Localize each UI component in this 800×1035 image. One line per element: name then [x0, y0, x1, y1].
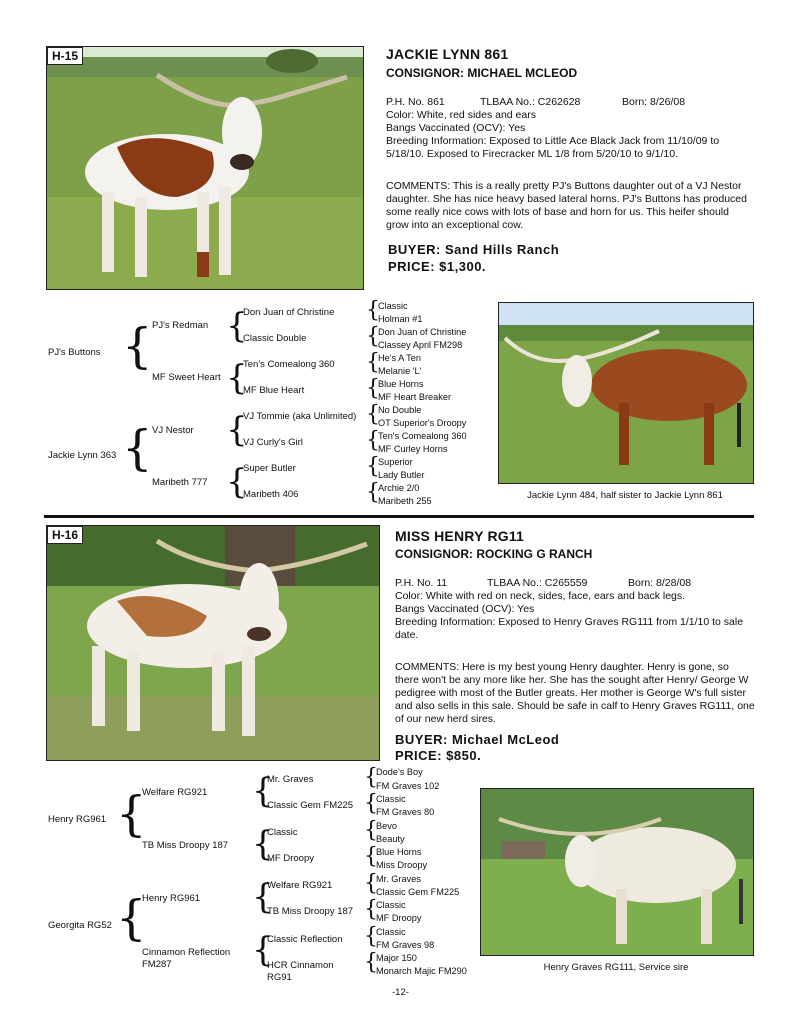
- curly-brace-icon: {: [364, 818, 378, 843]
- lot-name: JACKIE LYNN 861: [386, 46, 509, 62]
- pedigree-gen4: Bevo: [376, 821, 397, 831]
- curly-brace-icon: {: [116, 786, 147, 842]
- pedigree-gen4: MF Droopy: [376, 913, 422, 923]
- price: PRICE: $850.: [395, 748, 482, 763]
- pedigree-gen4: MF Heart Breaker: [378, 392, 452, 402]
- color-info: Color: White, red sides and ears: [386, 109, 536, 121]
- longhorn-cow-photo-icon: [47, 526, 379, 760]
- pedigree-gen2: MF Sweet Heart: [152, 372, 221, 383]
- pedigree-gen2: VJ Nestor: [152, 425, 194, 436]
- pedigree-gen4: He's A Ten: [378, 353, 421, 363]
- lot-label: H-16: [47, 526, 83, 544]
- pedigree-gen4: Monarch Majic FM290: [376, 966, 467, 976]
- pedigree-gen2: Cinnamon Reflection FM287: [142, 947, 231, 970]
- curly-brace-icon: {: [252, 771, 274, 811]
- pedigree-gen3: MF Droopy: [267, 853, 314, 864]
- curly-brace-icon: {: [364, 765, 378, 790]
- pedigree-gen3: VJ Curly's Girl: [243, 437, 303, 448]
- pedigree-gen2: Maribeth 777: [152, 477, 208, 488]
- pedigree-gen2: Henry RG961: [142, 893, 201, 904]
- lot-label: H-15: [47, 47, 83, 65]
- pedigree-gen3: Welfare RG921: [267, 880, 333, 891]
- curly-brace-icon: {: [252, 824, 274, 864]
- longhorn-cow-photo-icon: [47, 47, 363, 289]
- pedigree-gen2: PJ's Redman: [152, 320, 209, 331]
- buyer: BUYER: Sand Hills Ranch: [388, 242, 560, 257]
- pedigree-gen3: Ten's Comealong 360: [243, 359, 335, 370]
- tlbaa-no: TLBAA No.: C262628: [480, 96, 581, 108]
- page-number: -12-: [392, 987, 409, 998]
- pedigree-gen4: Classic: [378, 301, 408, 311]
- breeding-info: Breeding Information: Exposed to Little Ace Black Jack from 11/10/09 to 5/18/10. Exposed to Firecracker ML 1/8 from 5/20/10 to 9/1/10.: [386, 135, 720, 160]
- pedigree-gen4: FM Graves 102: [376, 781, 440, 791]
- pedigree-gen4: Classic: [376, 900, 406, 910]
- longhorn-cow-photo-icon: [481, 789, 753, 955]
- consignor: CONSIGNOR: ROCKING G RANCH: [395, 547, 593, 561]
- service-sire-caption: Henry Graves RG111, Service sire: [543, 962, 689, 973]
- pedigree-gen3: VJ Tommie (aka Unlimited): [243, 411, 357, 422]
- pedigree-gen3: Classic: [267, 827, 298, 838]
- comments: COMMENTS: Here is my best young Henry daughter. Henry is gone, so there won't be any more like her. She has the sought after Henry/ George W pedigree with most of the Butler greats. Her mother is George W's full sister and also sells in this sale. Should be safe in calf to Henry Graves RG111, one of our new herd sires.: [395, 661, 755, 725]
- pedigree-gen4: MF Curley Horns: [378, 444, 448, 454]
- curly-brace-icon: {: [366, 480, 380, 505]
- curly-brace-icon: {: [364, 924, 378, 949]
- pedigree-gen2: TB Miss Droopy 187: [142, 840, 229, 851]
- pedigree-gen4: Mr. Graves: [376, 874, 421, 884]
- pedigree-gen4: Blue Horns: [376, 847, 422, 857]
- curly-brace-icon: {: [364, 950, 378, 975]
- pedigree-gen3: Mr. Graves: [267, 774, 314, 785]
- pedigree-gen4: Classic Gem FM225: [376, 887, 460, 897]
- pedigree-gen3: Classic Gem FM225: [267, 800, 354, 811]
- curly-brace-icon: {: [252, 877, 274, 917]
- pedigree-gen4: Blue Horns: [378, 379, 424, 389]
- pedigree-dam: Georgita RG52: [48, 920, 112, 931]
- curly-brace-icon: {: [366, 376, 380, 401]
- pedigree-gen4: Ten's Comealong 360: [378, 431, 467, 441]
- half-sister-caption: Jackie Lynn 484, half sister to Jackie Lynn 861: [527, 490, 723, 501]
- longhorn-cow-photo-icon: [499, 303, 753, 483]
- pedigree-gen4: Dode's Boy: [376, 767, 423, 777]
- breeding-info: Breeding Information: Exposed to Henry Graves RG111 from 1/1/10 to sale date.: [395, 616, 744, 641]
- curly-brace-icon: {: [366, 298, 380, 323]
- pedigree-gen4: Major 150: [376, 953, 417, 963]
- pedigree-gen4: Lady Butler: [378, 470, 425, 480]
- curly-brace-icon: {: [366, 454, 380, 479]
- pedigree-gen2: Welfare RG921: [142, 787, 208, 798]
- pedigree-gen4: Classic: [376, 794, 406, 804]
- curly-brace-icon: {: [366, 428, 380, 453]
- color-info: Color: White with red on neck, sides, face, ears and back legs.: [395, 590, 686, 602]
- pedigree-gen3: Don Juan of Christine: [243, 307, 335, 318]
- pedigree-gen4: No Double: [378, 405, 422, 415]
- buyer: BUYER: Michael McLeod: [395, 732, 560, 747]
- service-sire-photo: [480, 788, 754, 956]
- pedigree-gen4: Holman #1: [378, 314, 423, 324]
- bangs-info: Bangs Vaccinated (OCV): Yes: [395, 603, 535, 615]
- born-date: Born: 8/26/08: [622, 96, 686, 108]
- curly-brace-icon: {: [366, 350, 380, 375]
- pedigree-gen4: Classic: [376, 927, 406, 937]
- pedigree-gen3: Classic Double: [243, 333, 307, 344]
- half-sister-photo: [498, 302, 754, 484]
- section-divider: [44, 515, 754, 518]
- pedigree-gen3: Super Butler: [243, 463, 296, 474]
- comments: COMMENTS: This is a really pretty PJ's Buttons daughter out of a VJ Nestor daughter. She has nice heavy based lateral horns. PJ's Buttons has produced some really nice cows with lots of base and horn for us. This heifer should grow into an exceptional cow.: [386, 180, 747, 231]
- ph-no: P.H. No. 11: [395, 577, 448, 589]
- pedigree-gen4: OT Superior's Droopy: [378, 418, 467, 428]
- curly-brace-icon: {: [366, 402, 380, 427]
- pedigree-gen4: Superior: [378, 457, 413, 467]
- curly-brace-icon: {: [226, 462, 248, 502]
- pedigree-gen4: Beauty: [376, 834, 405, 844]
- curly-brace-icon: {: [364, 844, 378, 869]
- pedigree-gen3: Maribeth 406: [243, 489, 299, 500]
- pedigree-gen3: HCR Cinnamon RG91: [267, 960, 334, 983]
- curly-brace-icon: {: [364, 871, 378, 896]
- curly-brace-icon: {: [226, 358, 248, 398]
- price: PRICE: $1,300.: [388, 259, 487, 274]
- curly-brace-icon: {: [364, 897, 378, 922]
- lot-photo-h16: [46, 525, 380, 761]
- lot-name: MISS HENRY RG11: [395, 528, 525, 544]
- pedigree-gen3: TB Miss Droopy 187: [267, 906, 354, 917]
- consignor: CONSIGNOR: MICHAEL MCLEOD: [386, 66, 578, 80]
- born-date: Born: 8/28/08: [628, 577, 692, 589]
- pedigree-gen4: FM Graves 80: [376, 807, 435, 817]
- curly-brace-icon: {: [116, 890, 147, 946]
- pedigree-gen4: FM Graves 98: [376, 940, 435, 950]
- pedigree-sire: Henry RG961: [48, 814, 107, 825]
- curly-brace-icon: {: [226, 306, 248, 346]
- pedigree-gen4: Don Juan of Christine: [378, 327, 467, 337]
- lot-photo-h15: [46, 46, 364, 290]
- pedigree-sire: PJ's Buttons: [48, 347, 101, 358]
- pedigree-gen3: Classic Reflection: [267, 934, 343, 945]
- pedigree-gen3: MF Blue Heart: [243, 385, 305, 396]
- curly-brace-icon: {: [364, 791, 378, 816]
- pedigree-gen4: Miss Droopy: [376, 860, 428, 870]
- pedigree-gen4: Archie 2/0: [378, 483, 420, 493]
- curly-brace-icon: {: [252, 930, 274, 970]
- pedigree-gen4: Classey April FM298: [378, 340, 463, 350]
- pedigree-gen4: Melanie 'L': [378, 366, 422, 376]
- bangs-info: Bangs Vaccinated (OCV): Yes: [386, 122, 526, 134]
- curly-brace-icon: {: [122, 318, 153, 374]
- pedigree-gen4: Maribeth 255: [378, 496, 432, 506]
- curly-brace-icon: {: [366, 324, 380, 349]
- ph-no: P.H. No. 861: [386, 96, 445, 108]
- pedigree-dam: Jackie Lynn 363: [48, 450, 117, 461]
- curly-brace-icon: {: [226, 410, 248, 450]
- tlbaa-no: TLBAA No.: C265559: [487, 577, 588, 589]
- curly-brace-icon: {: [122, 420, 153, 476]
